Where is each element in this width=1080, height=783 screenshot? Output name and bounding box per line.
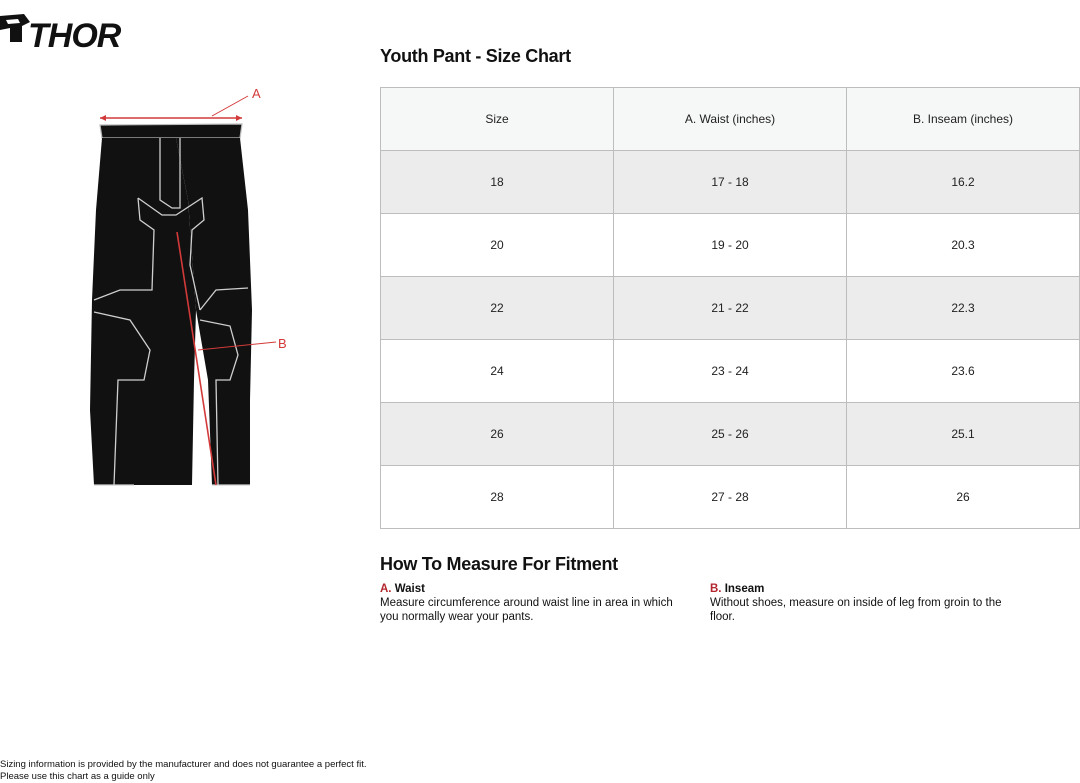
- pants-diagram: [80, 80, 310, 500]
- cell-waist: 23 - 24: [614, 340, 847, 403]
- cell-waist: 17 - 18: [614, 151, 847, 214]
- table-row: [381, 151, 1080, 214]
- disclaimer-line-2: Please use this chart as a guide only: [0, 771, 155, 782]
- cell-waist: 19 - 20: [614, 214, 847, 277]
- cell-inseam: 22.3: [847, 277, 1080, 340]
- brand-name: THOR: [28, 17, 121, 55]
- table-row: [381, 340, 1080, 403]
- inseam-instructions: [710, 582, 1010, 624]
- table-row: [381, 277, 1080, 340]
- cell-size: 26: [381, 403, 614, 466]
- inseam-letter: B.: [710, 583, 722, 595]
- table-row: [381, 403, 1080, 466]
- label-b: B: [278, 336, 287, 351]
- waist-text: Measure circumference around waist line in area in which you normally wear your pants.: [380, 597, 673, 623]
- waist-instructions: [380, 582, 680, 624]
- cell-inseam: 20.3: [847, 214, 1080, 277]
- header-inseam: B. Inseam (inches): [847, 88, 1080, 151]
- inseam-label: Inseam: [724, 583, 765, 595]
- chart-title: Youth Pant - Size Chart: [380, 46, 571, 66]
- label-a: A: [252, 86, 261, 101]
- disclaimer: [0, 759, 367, 783]
- cell-size: 22: [381, 277, 614, 340]
- cell-waist: 27 - 28: [614, 466, 847, 529]
- waist-letter: A.: [380, 583, 392, 595]
- cell-waist: 21 - 22: [614, 277, 847, 340]
- table-row: [381, 214, 1080, 277]
- cell-inseam: 26: [847, 466, 1080, 529]
- measure-title: How To Measure For Fitment: [380, 554, 618, 574]
- brand-logo: [0, 8, 140, 55]
- table-header-row: [381, 88, 1080, 151]
- cell-size: 18: [381, 151, 614, 214]
- size-table: [380, 87, 1080, 529]
- header-size: Size: [381, 88, 614, 151]
- cell-waist: 25 - 26: [614, 403, 847, 466]
- cell-size: 20: [381, 214, 614, 277]
- cell-size: 28: [381, 466, 614, 529]
- table-row: [381, 466, 1080, 529]
- cell-size: 24: [381, 340, 614, 403]
- cell-inseam: 25.1: [847, 403, 1080, 466]
- disclaimer-line-1: Sizing information is provided by the manufacturer and does not guarantee a perfect fit.: [0, 759, 367, 770]
- cell-inseam: 23.6: [847, 340, 1080, 403]
- cell-inseam: 16.2: [847, 151, 1080, 214]
- header-waist: A. Waist (inches): [614, 88, 847, 151]
- inseam-text: Without shoes, measure on inside of leg from groin to the floor.: [710, 597, 1002, 623]
- waist-label: Waist: [394, 583, 425, 595]
